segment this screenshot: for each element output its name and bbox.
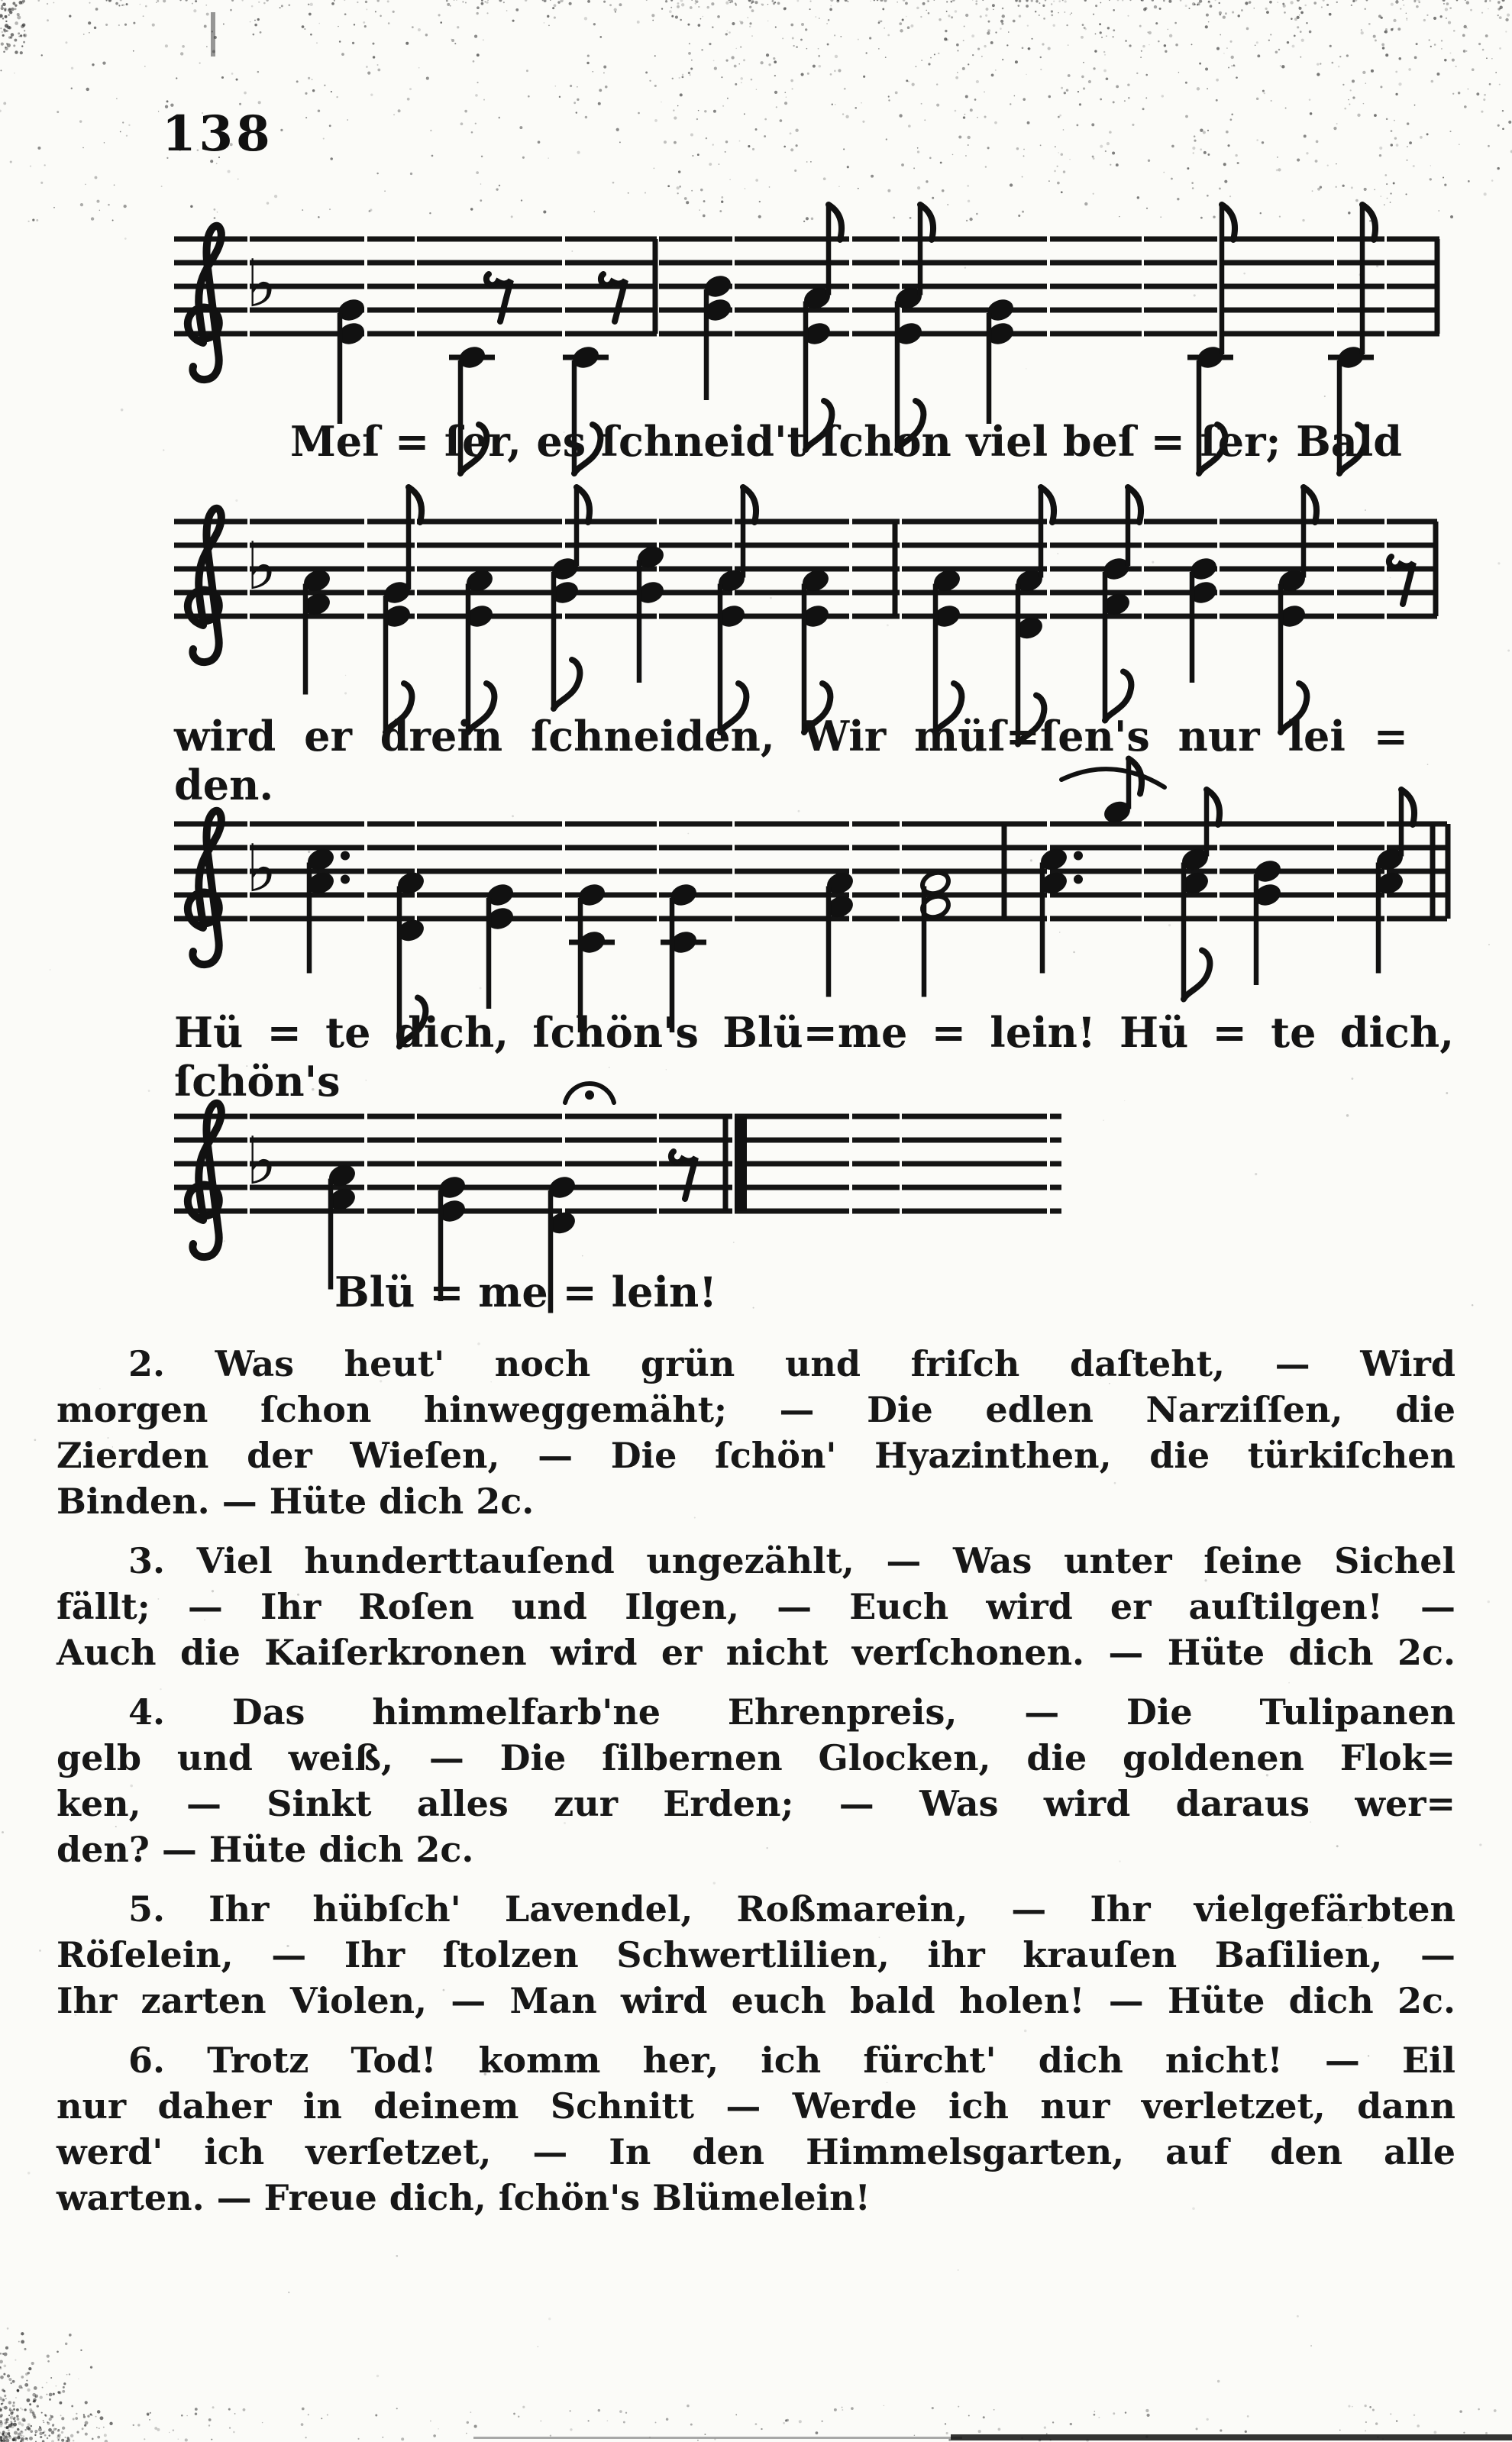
flat-sign-icon: ♭ xyxy=(246,831,277,907)
lyric-line-2: wird er drein ſchneiden, Wir müſ=ſen's nur lei = den. xyxy=(174,712,1408,809)
eighth-flag-icon xyxy=(1184,951,1210,1000)
treble-clef-icon xyxy=(188,811,221,964)
verse-line: warten. — Freue dich, ſchön's Blümelein! xyxy=(57,2177,871,2218)
flat-sign-icon: ♭ xyxy=(246,246,277,322)
verse-2 xyxy=(57,1341,1455,1524)
verse-line: Auch die Kaiſerkronen wird er nicht verſchonen. — Hüte dich 2c. xyxy=(57,1632,1455,1673)
flat-sign-icon: ♭ xyxy=(246,528,277,605)
verse-line: 3. Viel hunderttauſend ungezählt, — Was unter ſeine Sichel xyxy=(128,1540,1455,1581)
treble-clef-icon xyxy=(188,226,221,380)
verse-line: morgen ſchon hinweggemäht; — Die edlen Narziſſen, die xyxy=(57,1389,1455,1430)
eighth-rest-icon xyxy=(486,274,511,321)
verse-line: ken, — Sinkt alles zur Erden; — Was wird daraus wer= xyxy=(57,1783,1455,1824)
lyric-line-4: Blü = me = lein! xyxy=(334,1268,717,1316)
lyric-line-1: Meſ = ſer, es ſchneid't ſchon viel beſ = ſer; Bald xyxy=(290,417,1402,466)
page-number: 138 xyxy=(162,105,273,163)
lyric-line-3: Hü = te dich, ſchön's Blü=me = lein! Hü = te dich, ſchön's xyxy=(174,1008,1454,1106)
treble-clef-icon xyxy=(188,1103,221,1257)
verse-line: Binden. — Hüte dich 2c. xyxy=(57,1481,535,1522)
verse-line: 2. Was heut' noch grün und friſch daſteht, — Wird xyxy=(128,1343,1455,1384)
verse-line: gelb und weiß, — Die ſilbernen Glocken, die goldenen Flok= xyxy=(57,1737,1455,1778)
verses xyxy=(57,1341,1455,2234)
verse-3 xyxy=(57,1538,1455,1675)
verse-line: 6. Trotz Tod! komm her, ich fürcht' dich nicht! — Eil xyxy=(128,2040,1455,2081)
flat-sign-icon: ♭ xyxy=(246,1123,277,1200)
staff-2 xyxy=(174,487,1437,745)
verse-line: nur daher in deinem Schnitt — Werde ich nur verletzet, dann xyxy=(57,2085,1455,2127)
verse-4 xyxy=(57,1689,1455,1872)
eighth-flag-icon xyxy=(554,660,580,709)
verse-line: Zierden der Wieſen, — Die ſchön' Hyazinthen, die türkiſchen xyxy=(57,1435,1455,1476)
verse-line: fällt; — Ihr Roſen und Ilgen, — Euch wird er auſtilgen! — xyxy=(57,1586,1455,1627)
verse-line: den? — Hüte dich 2c. xyxy=(57,1829,474,1870)
verse-line: 4. Das himmelfarb'ne Ehrenpreis, — Die Tulipanen xyxy=(128,1691,1455,1733)
verse-line: Ihr zarten Violen, — Man wird euch bald holen! — Hüte dich 2c. xyxy=(57,1980,1455,2021)
eighth-rest-icon xyxy=(601,274,625,321)
verse-line: Röſelein, — Ihr ſtolzen Schwertlilien, ihr krauſen Baſilien, — xyxy=(57,1934,1455,1975)
treble-clef-icon xyxy=(188,509,221,662)
verse-5 xyxy=(57,1886,1455,2024)
verse-line: 5. Ihr hübſch' Lavendel, Roßmarein, — Ihr vielgefärbten xyxy=(128,1888,1455,1930)
verse-line: werd' ich verſetzet, — In den Himmelsgarten, auf den alle xyxy=(57,2131,1455,2172)
eighth-rest-icon xyxy=(1389,557,1413,604)
verse-6 xyxy=(57,2037,1455,2221)
eighth-rest-icon xyxy=(671,1152,696,1199)
